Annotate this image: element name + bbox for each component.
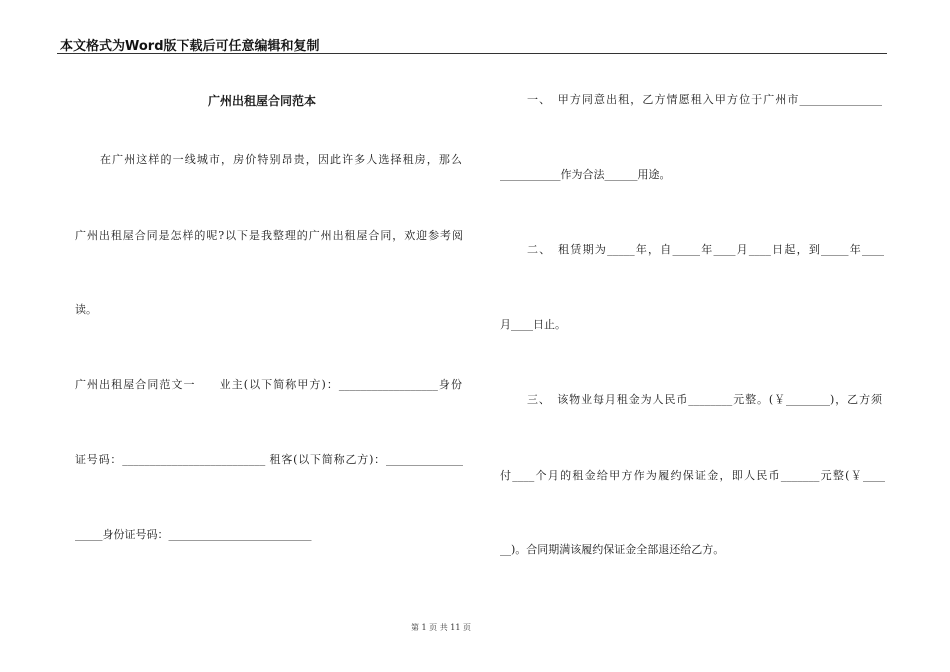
document-header-note: 本文格式为Word版下载后可任意编辑和复制 (60, 39, 320, 54)
left-paragraph-line: 读。 (75, 303, 97, 316)
right-paragraph-line: 付____个月的租金给甲方作为履约保证金，即人民币_______元整(￥____ (500, 469, 885, 482)
right-paragraph-line: 一、 甲方同意出租，乙方情愿租入甲方位于广州市_______________ (527, 93, 882, 106)
right-paragraph-line: 月____日止。 (500, 318, 566, 331)
left-paragraph-line: 证号码：__________________________ 租客(以下简称乙方)：______________ (75, 453, 463, 466)
left-paragraph-line: _____身份证号码：__________________________ (75, 528, 312, 541)
left-paragraph-line: 广州出租屋合同是怎样的呢?以下是我整理的广州出租屋合同，欢迎参考阅 (75, 229, 463, 242)
header-divider (57, 53, 887, 54)
document-title: 广州出租屋合同范本 (207, 94, 316, 108)
page-number: 第 1 页 共 11 页 (411, 623, 471, 632)
left-paragraph-line: 广州出租屋合同范文一 业主(以下简称甲方)：__________________身份 (75, 378, 462, 391)
left-paragraph-line: 在广州这样的一线城市，房价特别昂贵，因此许多人选择租房，那么 (100, 153, 462, 166)
right-paragraph-line: ___________作为合法______用途。 (500, 168, 671, 181)
right-paragraph-line: 三、 该物业每月租金为人民币________元整。(￥________)，乙方须 (527, 393, 882, 406)
right-paragraph-line: 二、 租赁期为_____年，自_____年____月____日起，到_____年____ (527, 243, 884, 256)
right-paragraph-line: __)。合同期满该履约保证金全部退还给乙方。 (500, 543, 725, 556)
